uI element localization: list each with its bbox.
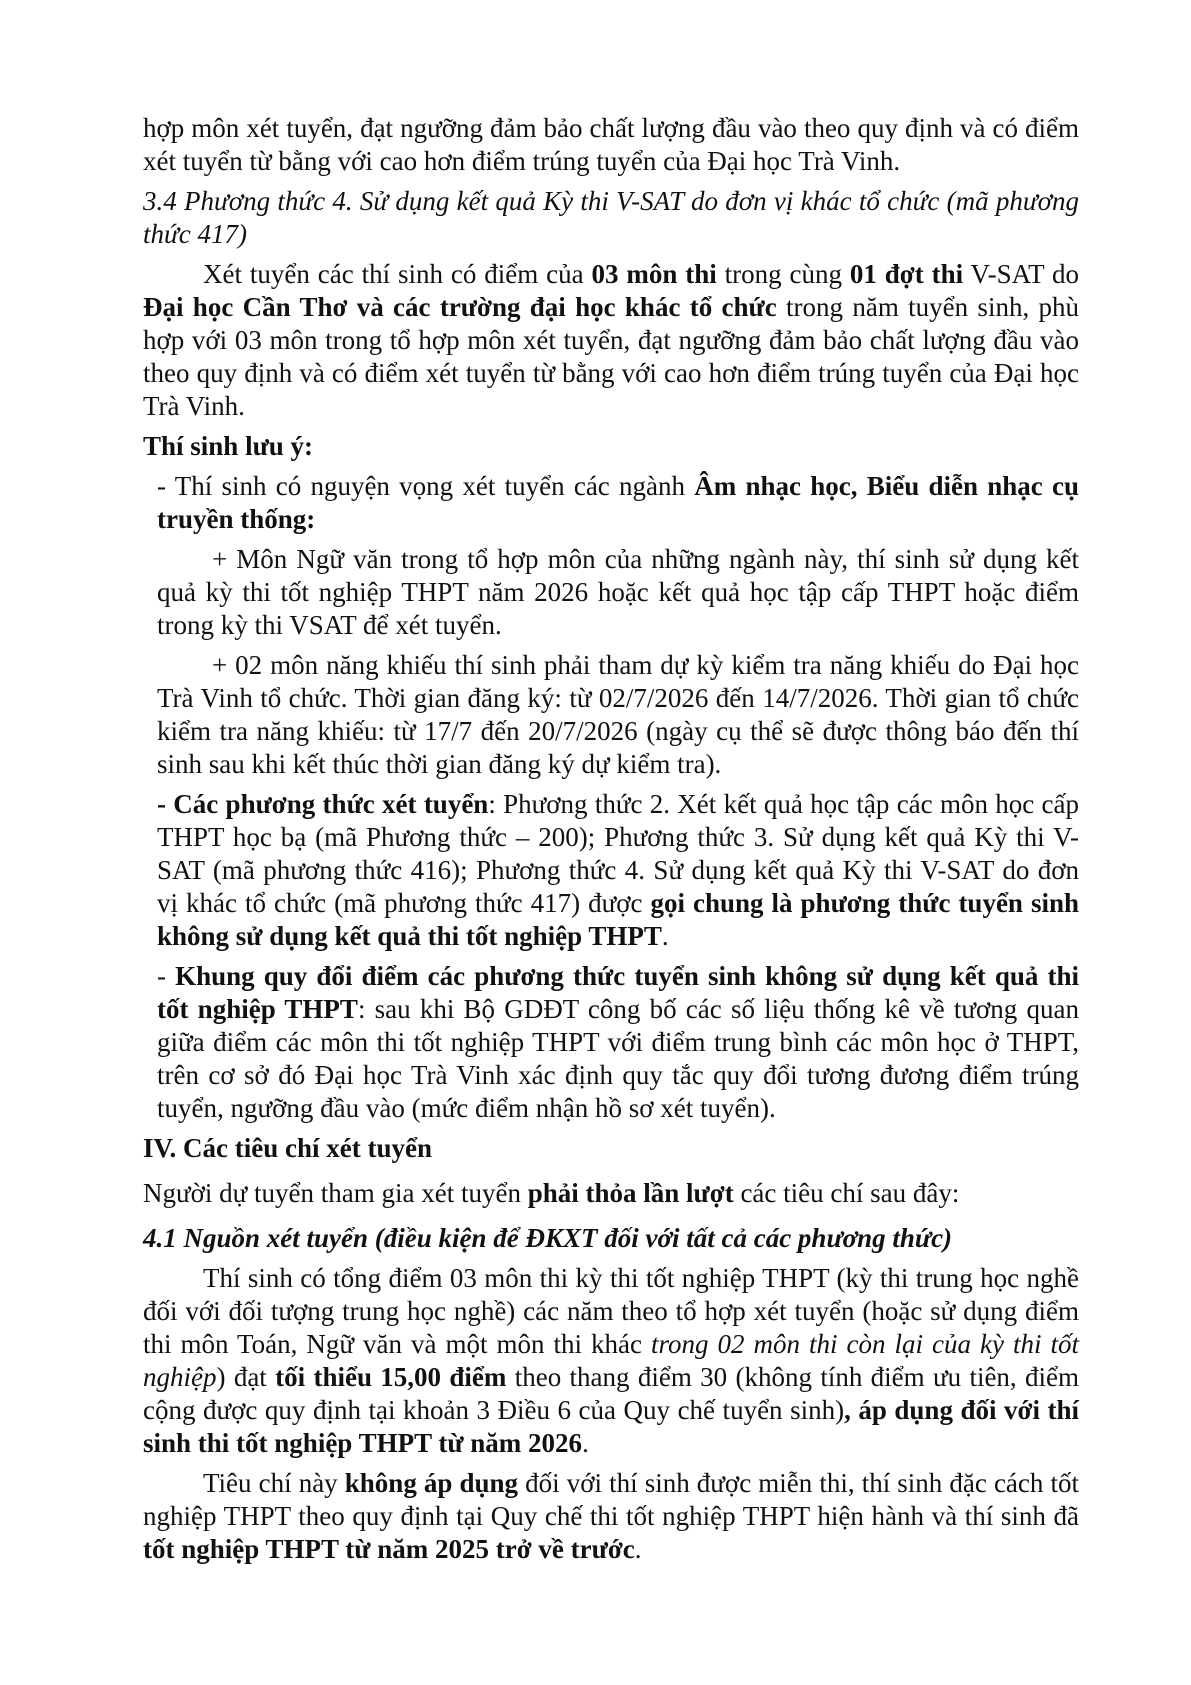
bold-italic-text: 4.1 Nguồn xét tuyển (điều kiện để ĐKXT đối với tất cả các phương thức)	[143, 1223, 953, 1253]
text: các tiêu chí sau đây:	[733, 1178, 960, 1208]
paragraph-4-1-a	[143, 1262, 1079, 1460]
note-item-music-literature: + Môn Ngữ văn trong tổ hợp môn của những ngành này, thí sinh sử dụng kết quả kỳ thi tốt nghiệp THPT năm 2026 hoặc kết quả học tập cấp THPT hoặc điểm trong kỳ thi VSAT để xét tuyển.	[157, 544, 1079, 640]
note-item-conversion	[157, 960, 1079, 1125]
text: .	[634, 1534, 642, 1564]
bold-text: Khung quy đổi điểm các phương thức tuyển sinh không sử dụng kết quả thi tốt nghiệp THPT	[157, 961, 1079, 1024]
bold-text: 01 đợt thi	[849, 259, 964, 289]
paragraph-4-1-b	[143, 1467, 1079, 1566]
text: theo thang điểm 30 (không tính điểm ưu tiên, điểm cộng được quy định tại khoản 3 Điều 6 của Quy chế tuyển sinh)	[143, 1362, 1079, 1425]
bold-text: gọi chung là phương thức tuyển sinh không sử dụng kết quả thi tốt nghiệp THPT	[157, 888, 1079, 951]
bold-text: 03 môn thi	[591, 259, 717, 289]
text: - Thí sinh có nguyện vọng xét tuyển các ngành	[157, 471, 695, 501]
paragraph-continuation: hợp môn xét tuyển, đạt ngưỡng đảm bảo chất lượng đầu vào theo quy định và có điểm xét tuyển từ bằng với cao hơn điểm trúng tuyển của Đại học Trà Vinh.	[143, 113, 1079, 176]
text: Xét tuyển các thí sinh có điểm của	[203, 259, 592, 289]
note-title	[143, 430, 1079, 463]
bold-text: Thí sinh lưu ý:	[143, 431, 314, 461]
text: Người dự tuyển tham gia xét tuyển	[143, 1178, 528, 1208]
bold-text: - Các phương thức xét tuyển	[157, 789, 489, 819]
text: : sau khi Bộ GDĐT công bố các số liệu thống kê về tương quan giữa điểm các môn thi tốt nghiệp THPT với điểm trung bình các môn học ở THPT, trên cơ sở đó Đại học Trà Vinh xác định quy tắc quy đổi tương đương điểm trúng tuyển, ngưỡng đầu vào (mức điểm nhận hồ sơ xét tuyển).	[157, 994, 1079, 1123]
text: Thí sinh có tổng điểm 03 môn thi kỳ thi tốt nghiệp THPT (kỳ thi trung học nghề đối với đối tượng trung học nghề) các năm theo tổ hợp xét tuyển (hoặc sử dụng điểm thi môn Toán, Ngữ văn và một môn thi khác	[143, 1263, 1079, 1359]
text: ) đạt	[216, 1362, 276, 1392]
italic-text: trong 02 môn thi còn lại của kỳ thi tốt nghiệp	[143, 1329, 1080, 1392]
text: -	[157, 961, 176, 991]
text: : Phương thức 2. Xét kết quả học tập các môn học cấp THPT học bạ (mã Phương thức – 200); Phương thức 3. Sử dụng kết quả Kỳ thi V-SAT (mã phương thức 416); Phương thức 4. Sử dụng kết quả Kỳ thi V-SAT do đơn vị khác tổ chức (mã phương thức 417) được	[157, 789, 1079, 918]
text: V-SAT do	[963, 259, 1079, 289]
text: đối với thí sinh được miễn thi, thí sinh đặc cách tốt nghiệp THPT theo quy định tại Quy chế thi tốt nghiệp THPT hiện hành và thí sinh đã	[143, 1468, 1079, 1531]
bold-text: không áp dụng	[344, 1468, 519, 1498]
note-item-music-aptitude: + 02 môn năng khiếu thí sinh phải tham dự kỳ kiểm tra năng khiếu do Đại học Trà Vinh tổ chức. Thời gian đăng ký: từ 02/7/2026 đến 14/7/2026. Thời gian tổ chức kiểm tra năng khiếu: từ 17/7 đến 20/7/2026 (ngày cụ thể sẽ được thông báo đến thí sinh sau khi kết thúc thời gian đăng ký dự kiểm tra).	[157, 650, 1079, 779]
heading-section-iv: IV. Các tiêu chí xét tuyển	[143, 1133, 432, 1163]
text: Tiêu chí này	[203, 1468, 345, 1498]
bold-text: tối thiểu 15,00 điểm	[275, 1362, 507, 1392]
paragraph-3-4	[143, 258, 1079, 423]
heading-4-1	[143, 1222, 1079, 1255]
bold-text: tốt nghiệp THPT từ năm 2025 trở về trước	[143, 1534, 635, 1564]
bold-text: Âm nhạc học, Biểu diễn nhạc cụ truyền thống:	[157, 471, 1079, 534]
note-item-methods	[157, 788, 1079, 953]
text: .	[582, 1428, 589, 1458]
bold-text: , áp dụng đối với thí sinh thi tốt nghiệp THPT từ năm 2026	[143, 1395, 1079, 1458]
bold-text: phải thỏa lần lượt	[527, 1178, 734, 1208]
note-item-music	[157, 470, 1079, 536]
bold-text: Đại học Cần Thơ và các trường đại học khác tổ chức	[143, 292, 777, 322]
paragraph-section-iv-intro	[143, 1177, 1079, 1210]
text: trong cùng	[716, 259, 850, 289]
document-page	[143, 112, 1079, 1566]
heading-3-4: 3.4 Phương thức 4. Sử dụng kết quả Kỳ thi V-SAT do đơn vị khác tổ chức (mã phương thức 417)	[143, 186, 1079, 249]
text: trong năm tuyển sinh, phù hợp với 03 môn trong tổ hợp môn xét tuyển, đạt ngưỡng đảm bảo chất lượng đầu vào theo quy định và có điểm xét tuyển từ bằng với cao hơn điểm trúng tuyển của Đại học Trà Vinh.	[143, 292, 1079, 421]
text: .	[661, 921, 669, 951]
